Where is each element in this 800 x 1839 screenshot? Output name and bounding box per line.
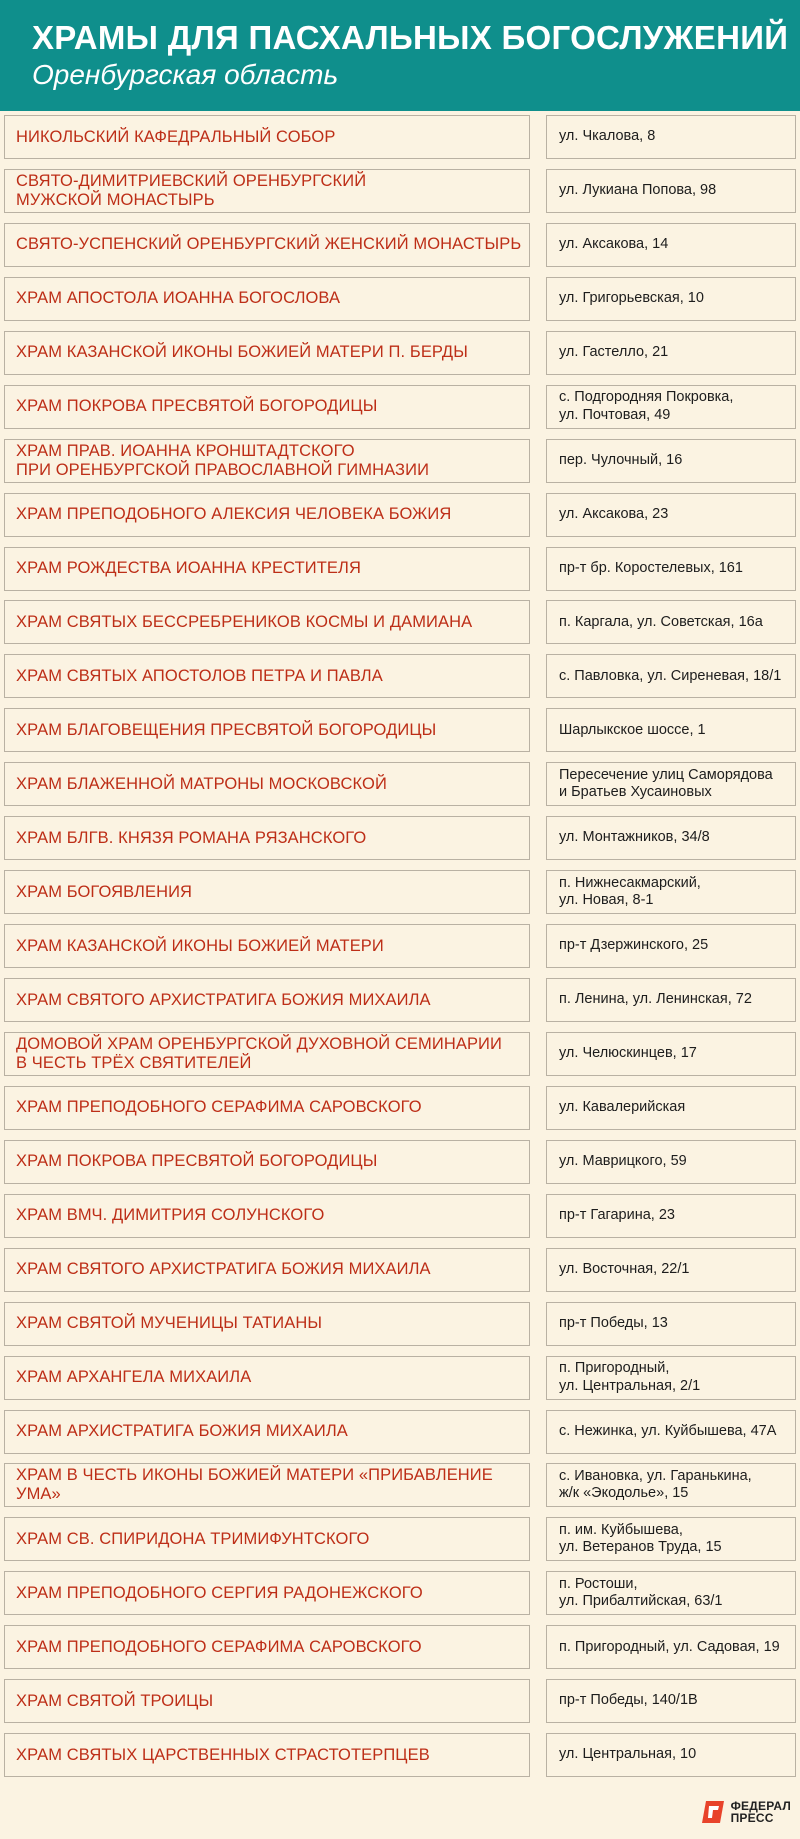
- church-name-cell: [4, 1302, 530, 1346]
- church-address-cell: [546, 762, 796, 806]
- table-row: [0, 1032, 800, 1086]
- table-row: [0, 1248, 800, 1302]
- church-address: с. Подгородняя Покровка, ул. Почтовая, 49: [559, 389, 734, 423]
- church-name-cell: [4, 1356, 530, 1400]
- church-name: ХРАМ БЛАЖЕННОЙ МАТРОНЫ МОСКОВСКОЙ: [16, 774, 387, 793]
- table-row: [0, 816, 800, 870]
- table-row: [0, 1356, 800, 1410]
- church-name-cell: [4, 115, 530, 159]
- table-row: [0, 493, 800, 547]
- table-row: [0, 169, 800, 223]
- church-address-cell: [546, 493, 796, 537]
- table-row: [0, 1517, 800, 1571]
- church-name-cell: [4, 1194, 530, 1238]
- table-row: [0, 1194, 800, 1248]
- church-name: ХРАМ СВЯТОЙ МУЧЕНИЦЫ ТАТИАНЫ: [16, 1314, 323, 1333]
- logo-line-1: ФЕДЕРАЛ: [730, 1799, 791, 1813]
- church-address: с. Павловка, ул. Сиреневая, 18/1: [559, 667, 782, 684]
- table-row: [0, 1463, 800, 1517]
- church-address: с. Ивановка, ул. Гаранькина, ж/к «Экодолье», 15: [559, 1467, 752, 1502]
- church-address-cell: [546, 385, 796, 429]
- table-row: [0, 331, 800, 385]
- church-name-cell: [4, 1679, 530, 1723]
- table-row: [0, 547, 800, 601]
- church-name-cell: [4, 223, 530, 267]
- table-row: [0, 1733, 800, 1787]
- church-address-cell: [546, 439, 796, 483]
- church-name: ХРАМ ПРЕПОДОБНОГО СЕРАФИМА САРОВСКОГО: [16, 1098, 422, 1117]
- church-address-cell: [546, 1302, 796, 1346]
- church-name: ХРАМ СВЯТОГО АРХИСТРАТИГА БОЖИЯ МИХАИЛА: [16, 1260, 431, 1279]
- church-name-cell: [4, 331, 530, 375]
- church-name-cell: [4, 439, 530, 483]
- church-name: ХРАМ ПОКРОВА ПРЕСВЯТОЙ БОГОРОДИЦЫ: [16, 1152, 378, 1171]
- church-address-cell: [546, 169, 796, 213]
- church-address-cell: [546, 1356, 796, 1400]
- church-address-cell: [546, 1517, 796, 1561]
- church-name-cell: [4, 277, 530, 321]
- church-address: ул. Гастелло, 21: [559, 344, 669, 360]
- church-name: ХРАМ КАЗАНСКОЙ ИКОНЫ БОЖИЕЙ МАТЕРИ: [16, 936, 384, 955]
- church-name-cell: [4, 1733, 530, 1777]
- church-name-cell: [4, 493, 530, 537]
- church-name: ХРАМ СВЯТЫХ БЕССРЕБРЕНИКОВ КОСМЫ И ДАМИАНА: [16, 612, 473, 631]
- church-address-cell: [546, 1571, 796, 1615]
- church-name: СВЯТО-ДИМИТРИЕВСКИЙ ОРЕНБУРГСКИЙ МУЖСКОЙ МОНАСТЫРЬ: [16, 171, 367, 209]
- church-address-cell: [546, 1733, 796, 1777]
- church-address-cell: [546, 1248, 796, 1292]
- church-name: ХРАМ АРХИСТРАТИГА БОЖИЯ МИХАИЛА: [16, 1422, 348, 1440]
- church-address-cell: [546, 1625, 796, 1669]
- table-row: [0, 600, 800, 654]
- table-row: [0, 654, 800, 708]
- church-address-cell: [546, 870, 796, 914]
- church-address: п. Пригородный, ул. Центральная, 2/1: [559, 1360, 701, 1394]
- church-name-cell: [4, 708, 530, 752]
- church-address: ул. Кавалерийская: [559, 1099, 686, 1116]
- table-row: [0, 762, 800, 816]
- church-name: ХРАМ РОЖДЕСТВА ИОАННА КРЕСТИТЕЛЯ: [16, 559, 361, 577]
- church-address-cell: [546, 1086, 796, 1130]
- church-address: пр-т Победы, 13: [559, 1314, 668, 1331]
- federalpress-logo[interactable]: [700, 1799, 791, 1825]
- church-address: ул. Лукиана Попова, 98: [559, 182, 717, 199]
- church-name: ХРАМ СВЯТОГО АРХИСТРАТИГА БОЖИЯ МИХАИЛА: [16, 990, 431, 1009]
- church-address-cell: [546, 1194, 796, 1238]
- church-address: Пересечение улиц Саморядова и Братьев Хусаиновых: [559, 766, 773, 801]
- church-name-cell: [4, 1625, 530, 1669]
- church-name: ХРАМ ВМЧ. ДИМИТРИЯ СОЛУНСКОГО: [16, 1206, 325, 1225]
- church-address-cell: [546, 115, 796, 159]
- table-row: [0, 924, 800, 978]
- church-name-cell: [4, 1517, 530, 1561]
- church-name: ХРАМ СВЯТОЙ ТРОИЦЫ: [16, 1691, 214, 1710]
- church-name: СВЯТО-УСПЕНСКИЙ ОРЕНБУРГСКИЙ ЖЕНСКИЙ МОНАСТЫРЬ: [16, 235, 522, 254]
- church-address-cell: [546, 1463, 796, 1507]
- church-name: ХРАМ БЛГВ. КНЯЗЯ РОМАНА РЯЗАНСКОГО: [16, 828, 367, 847]
- logo-text: [731, 1800, 791, 1824]
- church-address-cell: [546, 708, 796, 752]
- table-row: [0, 1679, 800, 1733]
- church-name: ХРАМ ПОКРОВА ПРЕСВЯТОЙ БОГОРОДИЦЫ: [16, 397, 378, 416]
- table-row: [0, 385, 800, 439]
- church-address: пер. Чулочный, 16: [559, 451, 683, 468]
- table-row: [0, 870, 800, 924]
- church-name-cell: [4, 169, 530, 213]
- page-subtitle: Оренбургская область: [32, 59, 339, 90]
- table-row: [0, 223, 800, 277]
- church-name-cell: [4, 1571, 530, 1615]
- church-address-cell: [546, 654, 796, 698]
- church-name: ХРАМ АПОСТОЛА ИОАННА БОГОСЛОВА: [16, 289, 341, 308]
- church-address-cell: [546, 1410, 796, 1454]
- church-name: НИКОЛЬСКИЙ КАФЕДРАЛЬНЫЙ СОБОР: [16, 127, 336, 146]
- table-row: [0, 1571, 800, 1625]
- church-name: ХРАМ АРХАНГЕЛА МИХАИЛА: [16, 1368, 252, 1387]
- church-address: ул. Чкалова, 8: [559, 128, 656, 145]
- table-row: [0, 1140, 800, 1194]
- church-name: ХРАМ КАЗАНСКОЙ ИКОНЫ БОЖИЕЙ МАТЕРИ П. БЕРДЫ: [16, 343, 468, 362]
- church-address: п. Ленина, ул. Ленинская, 72: [559, 991, 752, 1008]
- church-name: ХРАМ СВ. СПИРИДОНА ТРИМИФУНТСКОГО: [16, 1529, 370, 1548]
- church-name-cell: [4, 978, 530, 1022]
- church-name-cell: [4, 547, 530, 591]
- church-name-cell: [4, 1086, 530, 1130]
- church-address: пр-т бр. Коростелевых, 161: [559, 559, 743, 576]
- church-address: п. Ростоши, ул. Прибалтийская, 63/1: [559, 1575, 723, 1610]
- church-name: ХРАМ ПРЕПОДОБНОГО АЛЕКСИЯ ЧЕЛОВЕКА БОЖИЯ: [16, 505, 452, 524]
- church-name-cell: [4, 924, 530, 968]
- church-name-cell: [4, 1140, 530, 1184]
- church-address: п. им. Куйбышева, ул. Ветеранов Труда, 15: [559, 1521, 722, 1556]
- header: [0, 0, 800, 111]
- church-address: п. Каргала, ул. Советская, 16а: [559, 613, 763, 630]
- church-address-cell: [546, 978, 796, 1022]
- church-address-cell: [546, 331, 796, 375]
- church-address: п. Пригородный, ул. Садовая, 19: [559, 1638, 780, 1655]
- church-list: [0, 115, 800, 1787]
- church-name: ХРАМ ПРАВ. ИОАННА КРОНШТАДТСКОГО ПРИ ОРЕНБУРГСКОЙ ПРАВОСЛАВНОЙ ГИМНАЗИИ: [16, 441, 430, 479]
- church-name-cell: [4, 654, 530, 698]
- church-address: пр-т Дзержинского, 25: [559, 937, 709, 954]
- church-name: ХРАМ В ЧЕСТЬ ИКОНЫ БОЖИЕЙ МАТЕРИ «ПРИБАВЛЕНИЕ УМА»: [16, 1466, 493, 1504]
- church-name: ДОМОВОЙ ХРАМ ОРЕНБУРГСКОЙ ДУХОВНОЙ СЕМИНАРИИ В ЧЕСТЬ ТРЁХ СВЯТИТЕЛЕЙ: [16, 1034, 502, 1072]
- church-address: ул. Маврицкого, 59: [559, 1153, 687, 1170]
- church-name: ХРАМ БЛАГОВЕЩЕНИЯ ПРЕСВЯТОЙ БОГОРОДИЦЫ: [16, 720, 437, 739]
- table-row: [0, 1625, 800, 1679]
- church-address-cell: [546, 547, 796, 591]
- table-row: [0, 277, 800, 331]
- church-name-cell: [4, 1032, 530, 1076]
- table-row: [0, 1302, 800, 1356]
- church-address: с. Нежинка, ул. Куйбышева, 47А: [559, 1422, 777, 1439]
- table-row: [0, 978, 800, 1032]
- table-row: [0, 439, 800, 493]
- church-address-cell: [546, 816, 796, 860]
- church-name-cell: [4, 1463, 530, 1507]
- church-address-cell: [546, 277, 796, 321]
- church-address: ул. Аксакова, 23: [559, 505, 669, 522]
- church-name-cell: [4, 385, 530, 429]
- church-name-cell: [4, 1248, 530, 1292]
- church-address: ул. Челюскинцев, 17: [559, 1045, 697, 1062]
- church-address: п. Нижнесакмарский, ул. Новая, 8-1: [559, 874, 701, 909]
- church-address: ул. Центральная, 10: [559, 1746, 697, 1763]
- church-name-cell: [4, 816, 530, 860]
- logo-line-2: ПРЕСС: [730, 1811, 774, 1825]
- table-row: [0, 1086, 800, 1140]
- church-address: пр-т Гагарина, 23: [559, 1207, 675, 1223]
- church-name-cell: [4, 870, 530, 914]
- church-name: ХРАМ ПРЕПОДОБНОГО СЕРГИЯ РАДОНЕЖСКОГО: [16, 1583, 423, 1602]
- church-name: ХРАМ СВЯТЫХ АПОСТОЛОВ ПЕТРА И ПАВЛА: [16, 666, 383, 685]
- church-address: ул. Восточная, 22/1: [559, 1260, 690, 1277]
- church-name: ХРАМ ПРЕПОДОБНОГО СЕРАФИМА САРОВСКОГО: [16, 1637, 422, 1656]
- federalpress-logo-icon: [700, 1799, 726, 1825]
- church-address: ул. Григорьевская, 10: [559, 290, 704, 307]
- church-address-cell: [546, 223, 796, 267]
- church-name-cell: [4, 1410, 530, 1454]
- page-title: ХРАМЫ ДЛЯ ПАСХАЛЬНЫХ БОГОСЛУЖЕНИЙ: [32, 19, 789, 56]
- table-row: [0, 708, 800, 762]
- church-address-cell: [546, 1032, 796, 1076]
- church-address-cell: [546, 1679, 796, 1723]
- church-name-cell: [4, 762, 530, 806]
- church-address-cell: [546, 924, 796, 968]
- church-address: ул. Монтажников, 34/8: [559, 829, 710, 846]
- church-address: ул. Аксакова, 14: [559, 236, 669, 253]
- church-address-cell: [546, 1140, 796, 1184]
- church-address: пр-т Победы, 140/1В: [559, 1692, 698, 1709]
- table-row: [0, 1410, 800, 1464]
- table-row: [0, 115, 800, 169]
- church-name-cell: [4, 600, 530, 644]
- church-name: ХРАМ БОГОЯВЛЕНИЯ: [16, 882, 193, 901]
- church-name: ХРАМ СВЯТЫХ ЦАРСТВЕННЫХ СТРАСТОТЕРПЦЕВ: [16, 1745, 430, 1764]
- church-address: Шарлыкское шоссе, 1: [559, 721, 706, 738]
- church-address-cell: [546, 600, 796, 644]
